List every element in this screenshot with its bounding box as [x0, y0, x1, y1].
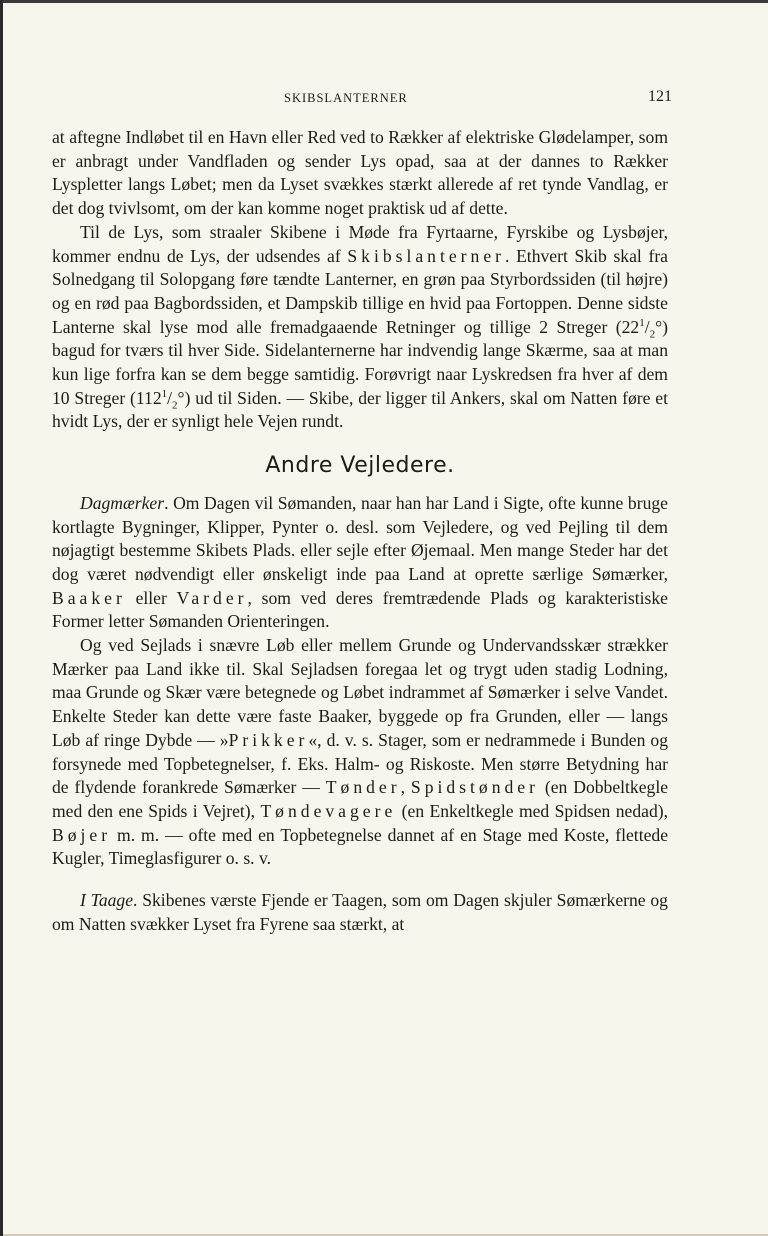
paragraph-4: Og ved Sejlads i snævre Løb eller mellem Grunde og Undervandsskær strækker Mærker paa Land ikke til. Skal Sejladsen foregaa let og trygt uden stadig Lodning, maa Grunde og Skær være betegnede og Løbet indrammet af Sømærker i selve Vandet. Enkelte Steder kan dette være faste Baaker, byggede op fra Grunden, eller — langs Løb af ringe Dybde — »Prikker«, d. v. s. Stager, som er nedrammede i Bunden og forsynede med Topbetegnelser, f. Eks. Halm- og Riskoste. Men større Betydning har de flydende forankrede Sømærker — Tønder, Spidstønder (en Dobbeltkegle med den ene Spids i Vejret), Tøndevagere (en Enkeltkegle med Spidsen nedad), Bøjer m. m. — ofte med en Topbetegnelse dannet af en Stage med Koste, flettede Kugler, Timeglasfigurer o. s. v. — [52, 635, 669, 869]
paragraph-lead: I Taage — [80, 890, 134, 911]
fraction-denominator: 2 — [649, 328, 656, 341]
term-tonder: Tønder — [325, 777, 401, 798]
term-baaker: Baaker — [52, 587, 126, 608]
term-tondevagere: Tøndevagere — [260, 800, 397, 821]
running-head: SKIBSLANTERNER — [284, 91, 408, 105]
term-spidstonder: Spidstønder — [410, 777, 539, 798]
page-header — [52, 88, 672, 108]
paragraph-2: Til de Lys, som straaler Skibene i Møde fra Fyrtaarne, Fyrskibe og Lysbøjer, kommer endnu de Lys, der udsendes af Skibslanterner. Ethvert Skib skal fra Solnedgang til Solopgang føre tændte Lanterner, en grøn paa Styrbordssiden (til højre) og en rød paa Bagbordssiden, et Dampskib tillige en hvid paa Fortoppen. Denne sidste Lanterne skal lyse mod alle fremadgaaende Retninger og tillige 2 Streger $(22^1/_2^\circ)$ bagud for tværs til hver Side. Sidelanternerne har indvendig lange Skærme, saa at man kun lige forfra kan se dem begge samtidig. Forøvrigt naar Lyskredsen fra hver af dem 10 Streger $(112^1/_2^\circ)$ ud til Siden. — Skibe, der ligger til Ankers, skal om Natten føre et hvidt Lys, der er synligt hele Vejen rundt. — [52, 221, 668, 432]
paragraph-3: Dagmærker. Om Dagen vil Sømanden, naar han har Land i Sigte, ofte kunne bruge kortlagte Bygninger, Klipper, Pynter o. desl. som Vejledere, og ved Pejling til dem nøjagtigt bestemme Skibets Plads. eller sejle efter Øjemaal. Men mange Steder har det dog været nødvendigt eller ønskeligt inde paa Land at oprette særlige Sømærker, Baaker eller Varder, som ved deres fremtrædende Plads og karakteristiske Former letter Sømanden Orienteringen. — [52, 492, 668, 632]
term-varder: Varder — [176, 587, 248, 608]
term-bojer: Bøjer — [52, 824, 112, 845]
term-skibslanterner: Skibslanterner — [347, 245, 505, 266]
paragraph-5: I Taage. Skibenes værste Fjende er Taagen, som om Dagen skjuler Sømærkerne og om Natten svækker Lyset fra Fyrene saa stærkt, at — [52, 890, 668, 934]
paragraph-gap — [52, 871, 668, 889]
term-prikker: Prikker — [228, 729, 309, 750]
fraction-denominator: 2 — [172, 399, 178, 412]
page-number: 121 — [648, 88, 672, 105]
fraction-numerator: 1 — [639, 316, 645, 329]
fraction-numerator: 1 — [161, 387, 168, 400]
paragraph-1: at aftegne Indløbet til en Havn eller Red ved to Rækker af elektriske Glødelamper, som er anbragt under Vandfladen og sender Lys opad, saa at der dannes to Rækker Lyspletter langs Løbet; men da Lyset svækkes stærkt allerede af ret tynde Vandlag, er det dog tvivlsomt, om der kan komme noget praktisk ud af dette. — [52, 127, 668, 219]
page-body — [52, 126, 668, 937]
section-heading: Andre Vejledere. — [265, 453, 455, 479]
paragraph-lead: Dagmærker — [80, 492, 165, 513]
